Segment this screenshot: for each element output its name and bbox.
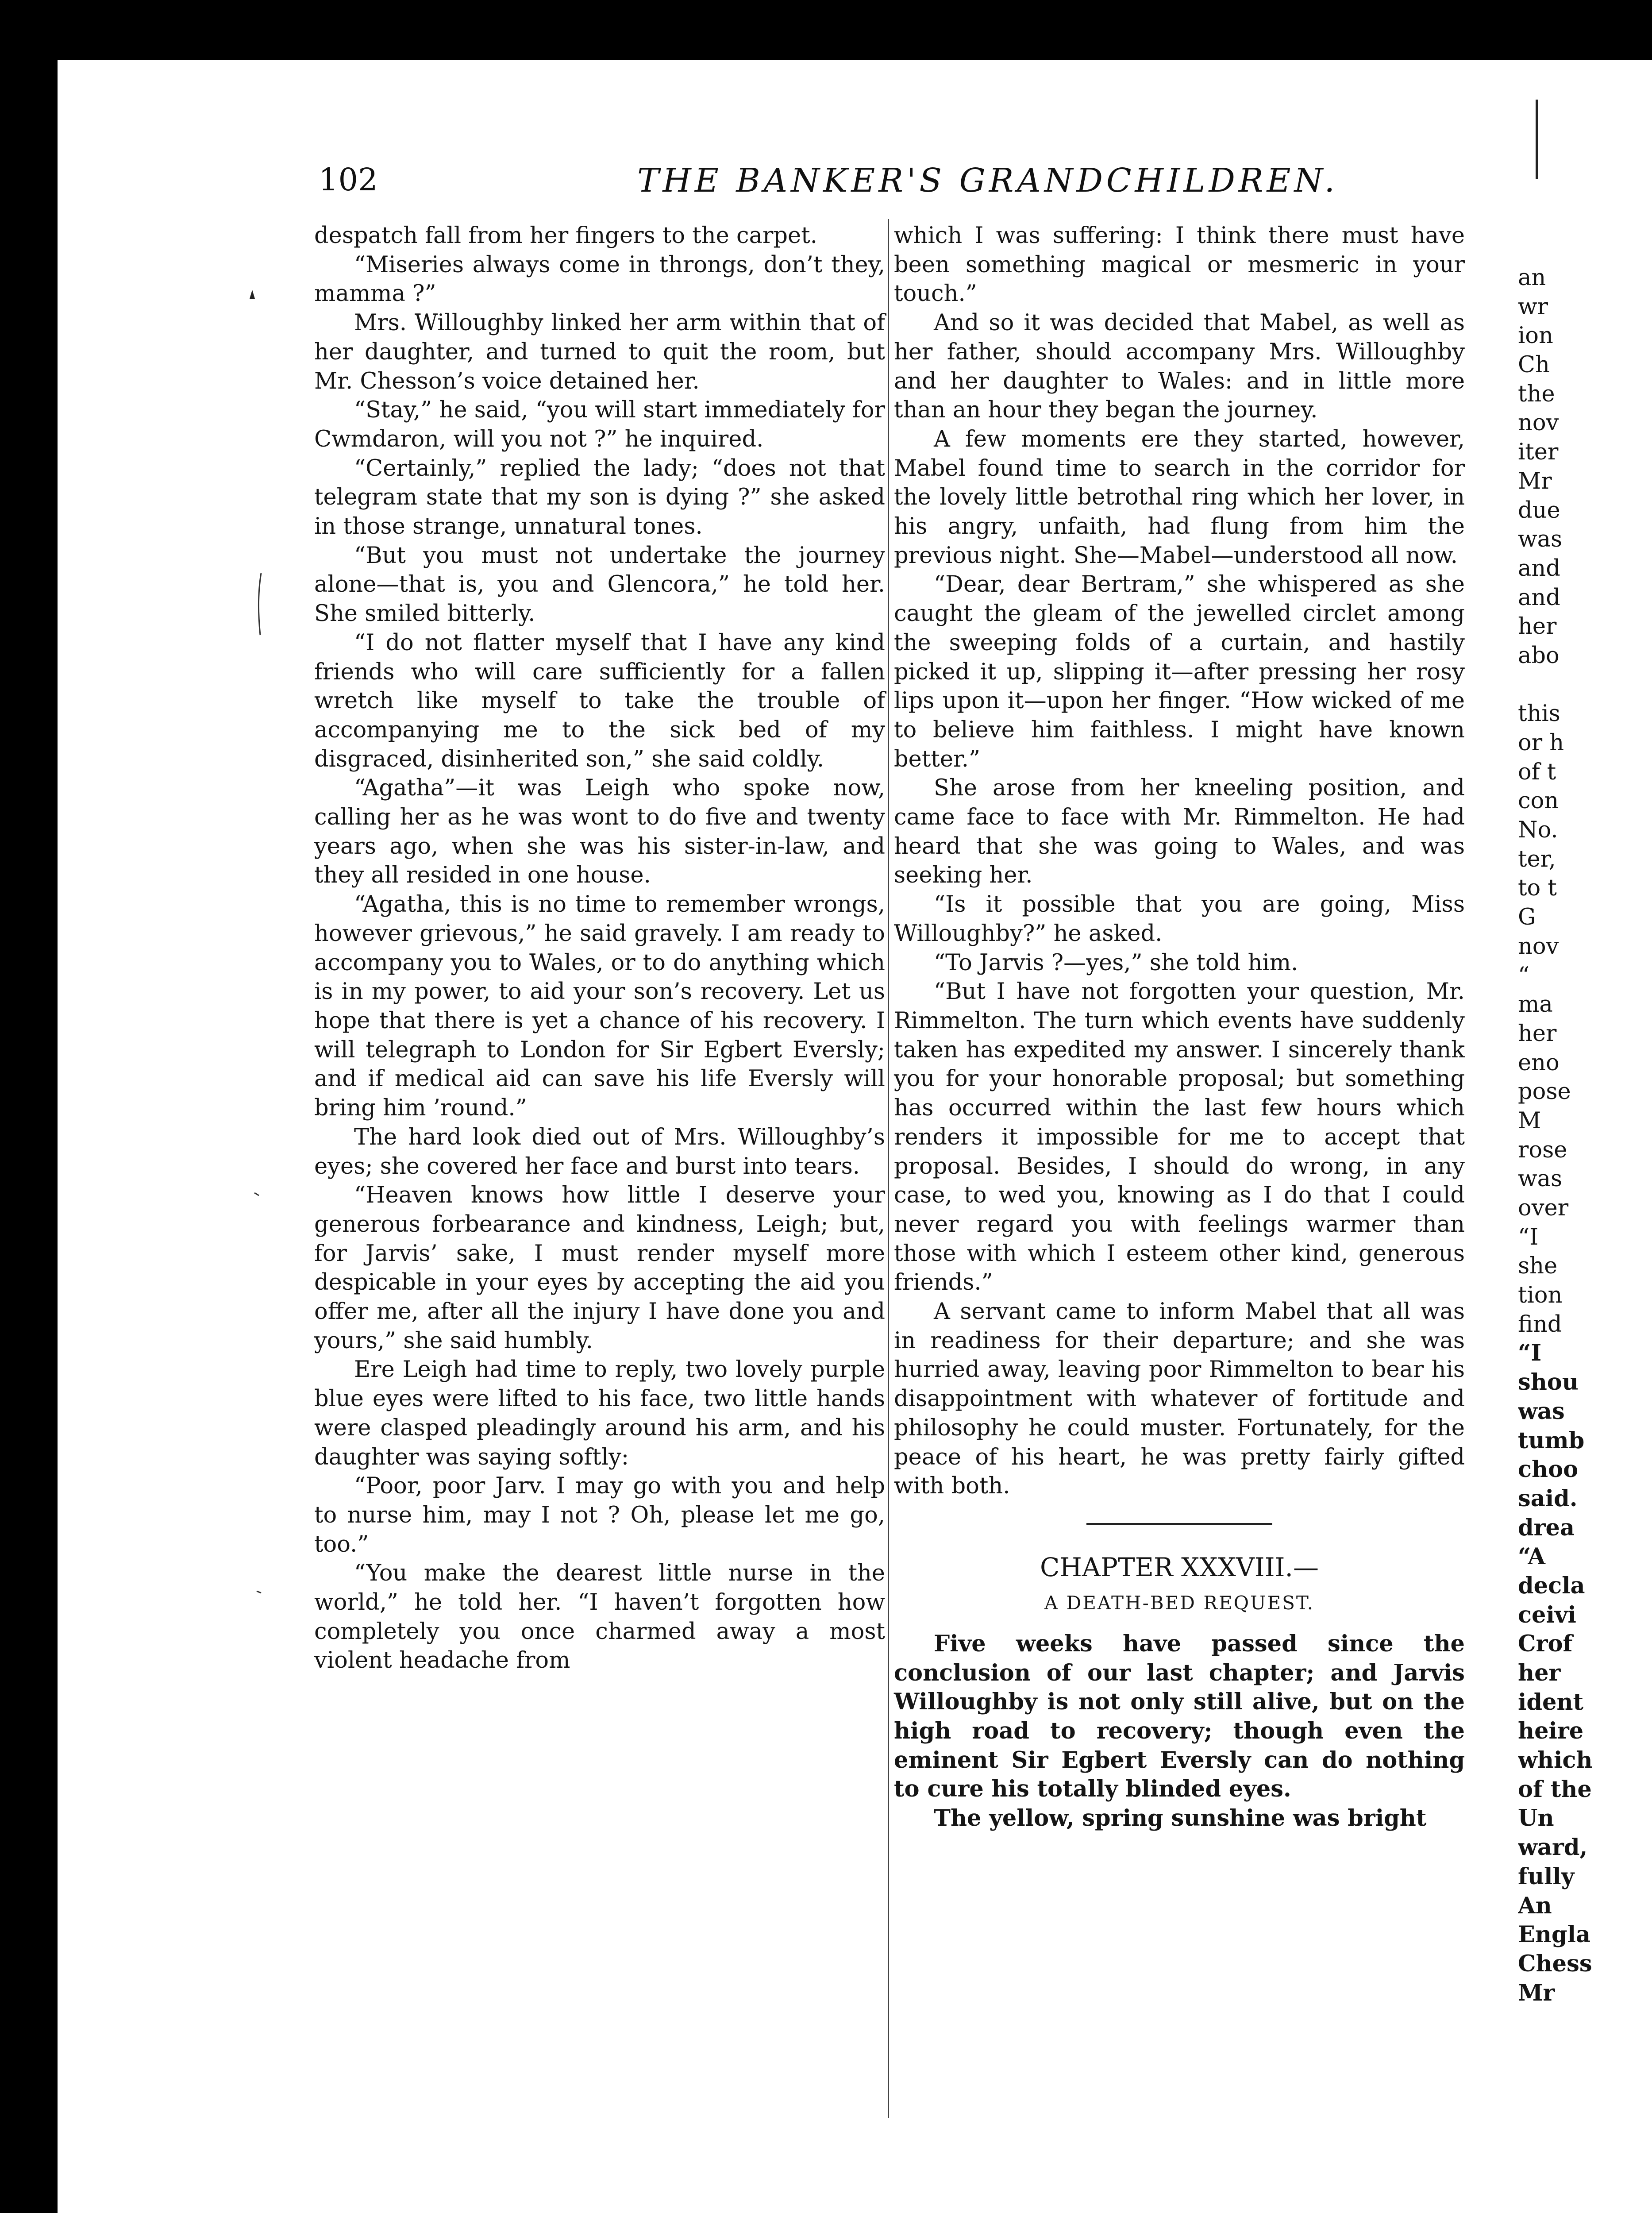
paragraph: A few moments ere they started, however, Mabel found time to search in the corridor for the lovely little betrothal ring which her lover, in his angry, unfaith, had flung from him the previous night. She—Mabel—understood all now. — [894, 426, 1465, 569]
paragraph: “But you must not undertake the journey alone—that is, you and Glencora,” he told her. She smiled bitterly. — [314, 542, 885, 627]
text-fragment: Engla — [1518, 1921, 1591, 1948]
text-fragment: drea — [1518, 1514, 1575, 1541]
text-fragment: was — [1518, 1166, 1563, 1192]
paragraph: And so it was decided that Mabel, as well as her father, should accompany Mrs. Willoughby and her daughter to Wales: and in little more than an hour they began the journey. — [894, 310, 1465, 424]
text-fragment: said. — [1518, 1485, 1578, 1512]
text-fragment: and — [1518, 584, 1560, 611]
text-fragment: which — [1518, 1747, 1593, 1774]
text-fragment: ident — [1518, 1689, 1584, 1716]
paragraph: despatch fall from her fingers to the carpet. — [314, 223, 817, 249]
text-fragment: fully — [1518, 1863, 1575, 1890]
text-column-right-cropped — [1518, 263, 1651, 2008]
text-fragment: due — [1518, 497, 1560, 524]
text-fragment: No. — [1518, 817, 1558, 844]
text-fragment — [1518, 671, 1651, 700]
paragraph: Ere Leigh had time to reply, two lovely purple blue eyes were lifted to his face, two little hands were clasped pleadingly around his arm, and his daughter was saying softly: — [314, 1357, 885, 1470]
margin-marks — [243, 290, 270, 2149]
text-fragment: choo — [1518, 1456, 1579, 1483]
paragraph: “Poor, poor Jarv. I may go with you and help to nurse him, may I not ? Oh, please let me go, too.” — [314, 1473, 885, 1558]
text-fragment: over — [1518, 1195, 1569, 1221]
paragraph: “But I have not forgotten your question, Mr. Rimmelton. The turn which events have suddenly taken has expedited my answer. I sincerely thank you for your honorable proposal; but something has occurred within the last few hours which renders it impossible for me to accept that proposal. Besides, I should do wrong, in any case, to wed you, knowing as I do that I could never regard you with feelings warmer than those with which I esteem other kind, generous friends.” — [894, 979, 1465, 1296]
text-fragment: Ch — [1518, 352, 1550, 378]
text-fragment: was — [1518, 1398, 1565, 1425]
text-fragment: decla — [1518, 1572, 1585, 1599]
text-fragment: “ — [1518, 962, 1530, 989]
text-fragment: Mr — [1518, 1979, 1555, 2006]
scanned-page — [58, 60, 1652, 2213]
text-fragment: Chess — [1518, 1950, 1592, 1977]
paragraph: “Agatha, this is no time to remember wrongs, however grievous,” he said gravely. I am ready to accompany you to Wales, or to do anything which is in my power, to aid your son’s recovery. Let us hope that there is yet a chance of his recovery. I will telegraph to London for Sir Egbert Eversly; and if medical aid can save his life Eversly will bring him ’round.” — [314, 891, 885, 1122]
text-fragment: “I — [1518, 1224, 1539, 1250]
text-fragment: eno — [1518, 1049, 1560, 1076]
text-fragment: nov — [1518, 933, 1559, 960]
text-fragment: the — [1518, 381, 1555, 407]
column-rule — [888, 219, 889, 2118]
text-fragment: her — [1518, 613, 1557, 640]
text-fragment: of the — [1518, 1776, 1592, 1803]
paragraph: “Stay,” he said, “you will start immediately for Cwmdaron, will you not ?” he inquired. — [314, 397, 885, 452]
chapter-rule — [1086, 1523, 1272, 1525]
running-title: THE BANKER'S GRANDCHILDREN. — [637, 162, 1339, 200]
text-fragment: “A — [1518, 1543, 1545, 1570]
text-fragment: her — [1518, 1020, 1557, 1047]
text-fragment: and — [1518, 555, 1560, 582]
paragraph: “I do not flatter myself that I have any kind friends who will care sufficiently for a fallen wretch like myself to take the trouble of accompanying me to the sick bed of my disgraced, disinherited son,” she said coldly. — [314, 629, 885, 772]
page-header — [319, 162, 1531, 228]
text-fragment: wr — [1518, 293, 1548, 320]
chapter-subtitle: A DEATH-BED REQUEST. — [1044, 1592, 1315, 1614]
paragraph: “Agatha”—it was Leigh who spoke now, calling her as he was wont to do five and twenty years ago, when she was his sister-in-law, and they all resided in one house. — [314, 775, 885, 889]
paragraph: “Miseries always come in throngs, don’t they, mamma ?” — [314, 251, 885, 307]
chapter-title: CHAPTER XXXVIII.— — [1040, 1552, 1319, 1582]
paragraph: “Is it possible that you are going, Miss Willoughby?” he asked. — [894, 891, 1465, 947]
text-fragment: she — [1518, 1253, 1558, 1280]
text-fragment: con — [1518, 788, 1559, 814]
paragraph: She arose from her kneeling position, and came face to face with Mr. Rimmelton. He had heard that she was going to Wales, and was seeking her. — [894, 775, 1465, 889]
paragraph: Mrs. Willoughby linked her arm within that of her daughter, and turned to quit the room, but Mr. Chesson’s voice detained her. — [314, 310, 885, 394]
text-fragment: ward, — [1518, 1834, 1588, 1861]
text-fragment: An — [1518, 1892, 1552, 1919]
text-fragment: Un — [1518, 1805, 1554, 1832]
text-fragment: or h — [1518, 730, 1564, 756]
text-fragment: G — [1518, 904, 1536, 931]
text-fragment: abo — [1518, 642, 1560, 669]
paragraph: “Heaven knows how little I deserve your generous forbearance and kindness, Leigh; but, for Jarvis’ sake, I must render myself more despicable in your eyes by accepting the aid you offer me, after all the injury I have done you and yours,” she said humbly. — [314, 1182, 885, 1354]
text-fragment: ter, — [1518, 846, 1556, 872]
text-fragment: heire — [1518, 1718, 1584, 1745]
text-fragment: Mr — [1518, 468, 1552, 494]
paragraph: “Dear, dear Bertram,” she whispered as she caught the gleam of the jewelled circlet among the sweeping folds of a curtain, and hastily picked it up, slipping it—after pressing her rosy lips upon it—upon her finger. “How wicked of me to believe him faithless. I might have known better.” — [894, 571, 1465, 772]
text-fragment: tumb — [1518, 1427, 1585, 1454]
text-fragment: nov — [1518, 410, 1559, 436]
text-fragment: pose — [1518, 1079, 1571, 1105]
paragraph: “Certainly,” replied the lady; “does not that telegram state that my son is dying ?” she asked in those strange, unnatural tones. — [314, 455, 885, 540]
text-fragment: M — [1518, 1107, 1541, 1134]
text-fragment: “I — [1518, 1340, 1542, 1367]
text-fragment: ion — [1518, 323, 1553, 349]
paragraph: “To Jarvis ?—yes,” she told him. — [934, 949, 1298, 976]
paragraph: “You make the dearest little nurse in the world,” he told her. “I haven’t forgotten how completely you once charmed away a most violent headache from — [314, 1560, 885, 1674]
paragraph: The hard look died out of Mrs. Willoughby’s eyes; she covered her face and burst into tears. — [314, 1124, 885, 1180]
paragraph: which I was suffering: I think there must have been something magical or mesmeric in your touch.” — [894, 223, 1465, 307]
paragraph: The yellow, spring sunshine was bright — [934, 1805, 1427, 1832]
text-fragment: her — [1518, 1660, 1561, 1686]
text-column-left — [314, 221, 885, 1675]
page-number: 102 — [319, 162, 378, 198]
text-fragment: iter — [1518, 439, 1559, 466]
text-fragment: shou — [1518, 1369, 1579, 1396]
paragraph: Five weeks have passed since the conclusion of our last chapter; and Jarvis Willoughby is not only still alive, but on the high road to recovery; though even the eminent Sir Egbert Eversly can do nothing to cure his totally blinded eyes. — [894, 1630, 1465, 1803]
text-fragment: was — [1518, 526, 1563, 553]
text-fragment: an — [1518, 265, 1546, 291]
text-fragment: to t — [1518, 875, 1557, 902]
page-edge-mark — [1536, 100, 1538, 179]
text-fragment: tion — [1518, 1282, 1563, 1309]
text-fragment: ceivi — [1518, 1601, 1576, 1628]
text-fragment: this — [1518, 701, 1560, 727]
paragraph: A servant came to inform Mabel that all was in readiness for their departure; and she was hurried away, leaving poor Rimmelton to bear his disappointment with whatever of fortitude and philosophy he could muster. Fortunately, for the peace of his heart, he was pretty fairly gifted with both. — [894, 1299, 1465, 1500]
text-fragment: ma — [1518, 991, 1553, 1018]
text-fragment: Crof — [1518, 1631, 1573, 1658]
text-fragment: find — [1518, 1311, 1562, 1338]
text-fragment: of t — [1518, 759, 1556, 785]
text-column-middle — [894, 221, 1465, 1833]
text-fragment: rose — [1518, 1137, 1567, 1163]
